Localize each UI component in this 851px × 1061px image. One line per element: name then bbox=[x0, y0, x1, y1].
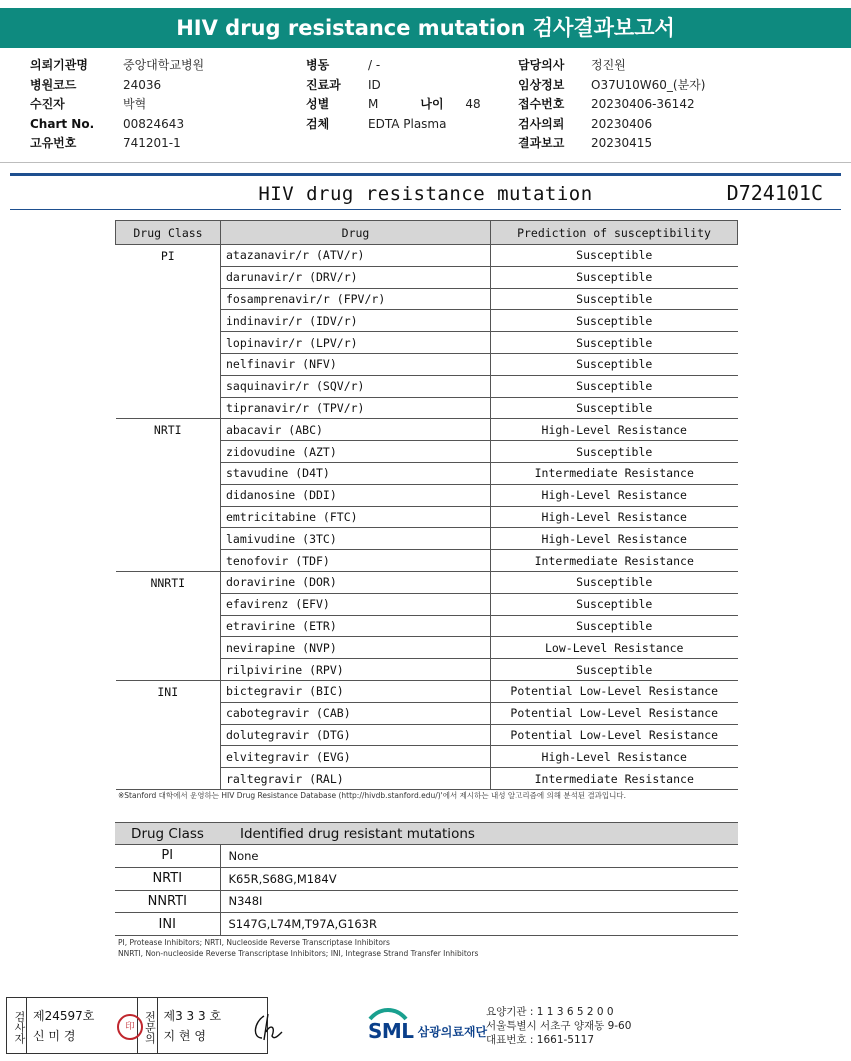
info-value: / - bbox=[368, 58, 381, 72]
table-row bbox=[115, 845, 738, 868]
info-label: 수진자 bbox=[30, 97, 65, 111]
info-value: O37U10W60_(분자) bbox=[591, 77, 706, 92]
info-label: 병원코드 bbox=[30, 77, 77, 92]
institution-code: 요양기관 : 1 1 3 6 5 2 0 0 bbox=[486, 1006, 614, 1018]
sml-logo bbox=[366, 1005, 487, 1043]
header-drug-class: Drug Class bbox=[116, 221, 221, 245]
prediction-cell: High-Level Resistance bbox=[491, 746, 738, 768]
info-row bbox=[306, 76, 481, 96]
info-row bbox=[306, 56, 481, 76]
drug-class-cell: NRTI bbox=[115, 867, 220, 890]
prediction-cell: Susceptible bbox=[491, 288, 738, 310]
info-column-2 bbox=[306, 56, 481, 134]
info-label: 검체 bbox=[306, 116, 330, 131]
address: 서울특별시 서초구 양재동 9-60 bbox=[486, 1020, 632, 1032]
tester-cell bbox=[27, 998, 138, 1053]
info-row bbox=[518, 115, 705, 135]
info-row bbox=[518, 56, 705, 76]
info-row bbox=[30, 134, 204, 154]
table-row bbox=[116, 680, 738, 702]
drug-cell: atazanavir/r (ATV/r) bbox=[221, 245, 491, 267]
test-code: D724101C bbox=[726, 181, 823, 205]
drug-cell: tenofovir (TDF) bbox=[221, 550, 491, 572]
prediction-cell: Susceptible bbox=[491, 375, 738, 397]
info-label: 진료과 bbox=[306, 77, 341, 92]
info-value: 00824643 bbox=[123, 116, 185, 131]
divider bbox=[0, 162, 851, 163]
prediction-cell: Susceptible bbox=[491, 310, 738, 332]
info-label: 담당의사 bbox=[518, 58, 565, 72]
info-label: Chart No. bbox=[30, 116, 95, 131]
info-row bbox=[306, 95, 481, 115]
info-row bbox=[30, 95, 204, 115]
prediction-cell: Potential Low-Level Resistance bbox=[491, 724, 738, 746]
prediction-cell: Susceptible bbox=[491, 593, 738, 615]
info-value: 중앙대학교병원 bbox=[123, 58, 205, 72]
abbreviation-note bbox=[118, 937, 738, 959]
prediction-cell: Potential Low-Level Resistance bbox=[491, 702, 738, 724]
prediction-cell: High-Level Resistance bbox=[491, 506, 738, 528]
tester-label: 검사자 bbox=[7, 998, 27, 1053]
drug-class-cell: INI bbox=[116, 680, 221, 789]
info-label: 성별 bbox=[306, 97, 330, 111]
prediction-cell: Intermediate Resistance bbox=[491, 768, 738, 790]
drug-cell: darunavir/r (DRV/r) bbox=[221, 266, 491, 288]
footer-address bbox=[486, 1005, 631, 1047]
info-row bbox=[30, 56, 204, 76]
table-row bbox=[116, 419, 738, 441]
info-value: ID bbox=[368, 77, 381, 92]
drug-class-cell: NNRTI bbox=[116, 571, 221, 680]
drug-cell: nelfinavir (NFV) bbox=[221, 353, 491, 375]
drug-cell: indinavir/r (IDV/r) bbox=[221, 310, 491, 332]
drug-cell: cabotegravir (CAB) bbox=[221, 702, 491, 724]
prediction-cell: Susceptible bbox=[491, 659, 738, 681]
prediction-cell: High-Level Resistance bbox=[491, 419, 738, 441]
abbreviation-line: NNRTI, Non-nucleoside Reverse Transcriptase Inhibitors; INI, Integrase Strand Transfer Inhibitors bbox=[118, 949, 479, 958]
table-row bbox=[115, 867, 738, 890]
abbreviation-line: PI, Protease Inhibitors; NRTI, Nucleoside Reverse Transcriptase Inhibitors bbox=[118, 938, 390, 947]
info-label: 병동 bbox=[306, 58, 330, 72]
drug-cell: saquinavir/r (SQV/r) bbox=[221, 375, 491, 397]
prediction-cell: Susceptible bbox=[491, 615, 738, 637]
report-rule-thin bbox=[10, 209, 841, 210]
prediction-cell: Susceptible bbox=[491, 441, 738, 463]
report-rule-thick bbox=[10, 173, 841, 176]
drug-cell: lamivudine (3TC) bbox=[221, 528, 491, 550]
drug-class-cell: PI bbox=[115, 845, 220, 868]
info-row bbox=[30, 115, 204, 135]
info-label: 결과보고 bbox=[518, 136, 565, 150]
info-label: 임상정보 bbox=[518, 77, 565, 92]
drug-cell: efavirenz (EFV) bbox=[221, 593, 491, 615]
info-row bbox=[518, 76, 705, 96]
drug-cell: zidovudine (AZT) bbox=[221, 441, 491, 463]
seal-icon: 印 bbox=[117, 1014, 143, 1040]
mutation-cell: N348I bbox=[220, 890, 738, 913]
info-value: 20230415 bbox=[591, 136, 653, 150]
mutation-table bbox=[115, 822, 738, 936]
header-drug-class: Drug Class bbox=[115, 823, 220, 845]
header-drug: Drug bbox=[221, 221, 491, 245]
table-row bbox=[115, 913, 738, 936]
drug-class-cell: NRTI bbox=[116, 419, 221, 572]
drug-cell: stavudine (D4T) bbox=[221, 462, 491, 484]
stanford-note: ※Stanford 대학에서 운영하는 HIV Drug Resistance Database (http://hivdb.stanford.edu/)'에서 제시하는 내성 알고리즘에 의해 분석된 결과입니다. bbox=[118, 791, 627, 800]
drug-cell: etravirine (ETR) bbox=[221, 615, 491, 637]
info-label: 고유번호 bbox=[30, 136, 77, 150]
info-value: 24036 bbox=[123, 77, 162, 92]
prediction-cell: Susceptible bbox=[491, 266, 738, 288]
tester-name: 신 미 경 bbox=[33, 1029, 76, 1043]
info-row bbox=[518, 134, 705, 154]
info-label: 검사의뢰 bbox=[518, 116, 565, 131]
drug-cell: abacavir (ABC) bbox=[221, 419, 491, 441]
info-value: 20230406-36142 bbox=[591, 97, 695, 111]
doctor-name: 지 현 영 bbox=[163, 1029, 206, 1043]
prediction-cell: Susceptible bbox=[491, 332, 738, 354]
info-value: M bbox=[368, 97, 379, 111]
prediction-cell: Susceptible bbox=[491, 571, 738, 593]
doctor-cell bbox=[158, 998, 268, 1053]
report-title-bar: HIV drug resistance mutation 검사결과보고서 bbox=[0, 8, 851, 48]
prediction-cell: Intermediate Resistance bbox=[491, 550, 738, 572]
phone: 대표번호 : 1661-5117 bbox=[486, 1034, 595, 1046]
info-value: 741201-1 bbox=[123, 136, 181, 150]
info-value: EDTA Plasma bbox=[368, 116, 447, 131]
table-row bbox=[116, 571, 738, 593]
drug-class-cell: INI bbox=[115, 913, 220, 936]
drug-cell: rilpivirine (RPV) bbox=[221, 659, 491, 681]
info-value: 20230406 bbox=[591, 116, 653, 131]
prediction-cell: High-Level Resistance bbox=[491, 528, 738, 550]
header-prediction: Prediction of susceptibility bbox=[491, 221, 738, 245]
drug-cell: lopinavir/r (LPV/r) bbox=[221, 332, 491, 354]
drug-cell: raltegravir (RAL) bbox=[221, 768, 491, 790]
mutation-cell: K65R,S68G,M184V bbox=[220, 867, 738, 890]
info-row bbox=[518, 95, 705, 115]
prediction-cell: Intermediate Resistance bbox=[491, 462, 738, 484]
drug-cell: emtricitabine (FTC) bbox=[221, 506, 491, 528]
prediction-cell: Susceptible bbox=[491, 245, 738, 267]
age-label: 나이 bbox=[420, 97, 444, 111]
drug-class-cell: NNRTI bbox=[115, 890, 220, 913]
info-row bbox=[30, 76, 204, 96]
signature-icon bbox=[250, 1010, 284, 1044]
prediction-cell: Susceptible bbox=[491, 397, 738, 419]
prediction-cell: Susceptible bbox=[491, 353, 738, 375]
header-mutations: Identified drug resistant mutations bbox=[220, 823, 738, 845]
drug-cell: elvitegravir (EVG) bbox=[221, 746, 491, 768]
drug-cell: tipranavir/r (TPV/r) bbox=[221, 397, 491, 419]
tester-license: 제24597호 bbox=[33, 1009, 95, 1023]
info-label: 접수번호 bbox=[518, 97, 565, 111]
foundation-name: 삼광의료재단 bbox=[417, 1024, 488, 1039]
info-column-3 bbox=[518, 56, 705, 154]
drug-cell: doravirine (DOR) bbox=[221, 571, 491, 593]
prediction-cell: Low-Level Resistance bbox=[491, 637, 738, 659]
table-row bbox=[115, 890, 738, 913]
mutation-cell: None bbox=[220, 845, 738, 868]
info-value: 정진원 bbox=[591, 58, 626, 72]
drug-cell: bictegravir (BIC) bbox=[221, 680, 491, 702]
prediction-cell: High-Level Resistance bbox=[491, 484, 738, 506]
susceptibility-table bbox=[115, 220, 738, 790]
drug-cell: dolutegravir (DTG) bbox=[221, 724, 491, 746]
section-title: HIV drug resistance mutation bbox=[258, 183, 593, 205]
doctor-label: 전문의 bbox=[138, 998, 158, 1053]
drug-class-cell: PI bbox=[116, 245, 221, 419]
info-column-1 bbox=[30, 56, 204, 154]
logo-text: SML bbox=[368, 1019, 414, 1043]
signature-box bbox=[6, 997, 268, 1054]
age-value: 48 bbox=[465, 97, 481, 111]
drug-cell: didanosine (DDI) bbox=[221, 484, 491, 506]
doctor-license: 제3 3 3 호 bbox=[163, 1009, 222, 1023]
drug-cell: fosamprenavir/r (FPV/r) bbox=[221, 288, 491, 310]
info-value: 박혁 bbox=[123, 97, 147, 111]
mutation-cell: S147G,L74M,T97A,G163R bbox=[220, 913, 738, 936]
info-row bbox=[306, 115, 481, 135]
info-label: 의뢰기관명 bbox=[30, 58, 88, 72]
drug-cell: nevirapine (NVP) bbox=[221, 637, 491, 659]
prediction-cell: Potential Low-Level Resistance bbox=[491, 680, 738, 702]
table-row bbox=[116, 245, 738, 267]
